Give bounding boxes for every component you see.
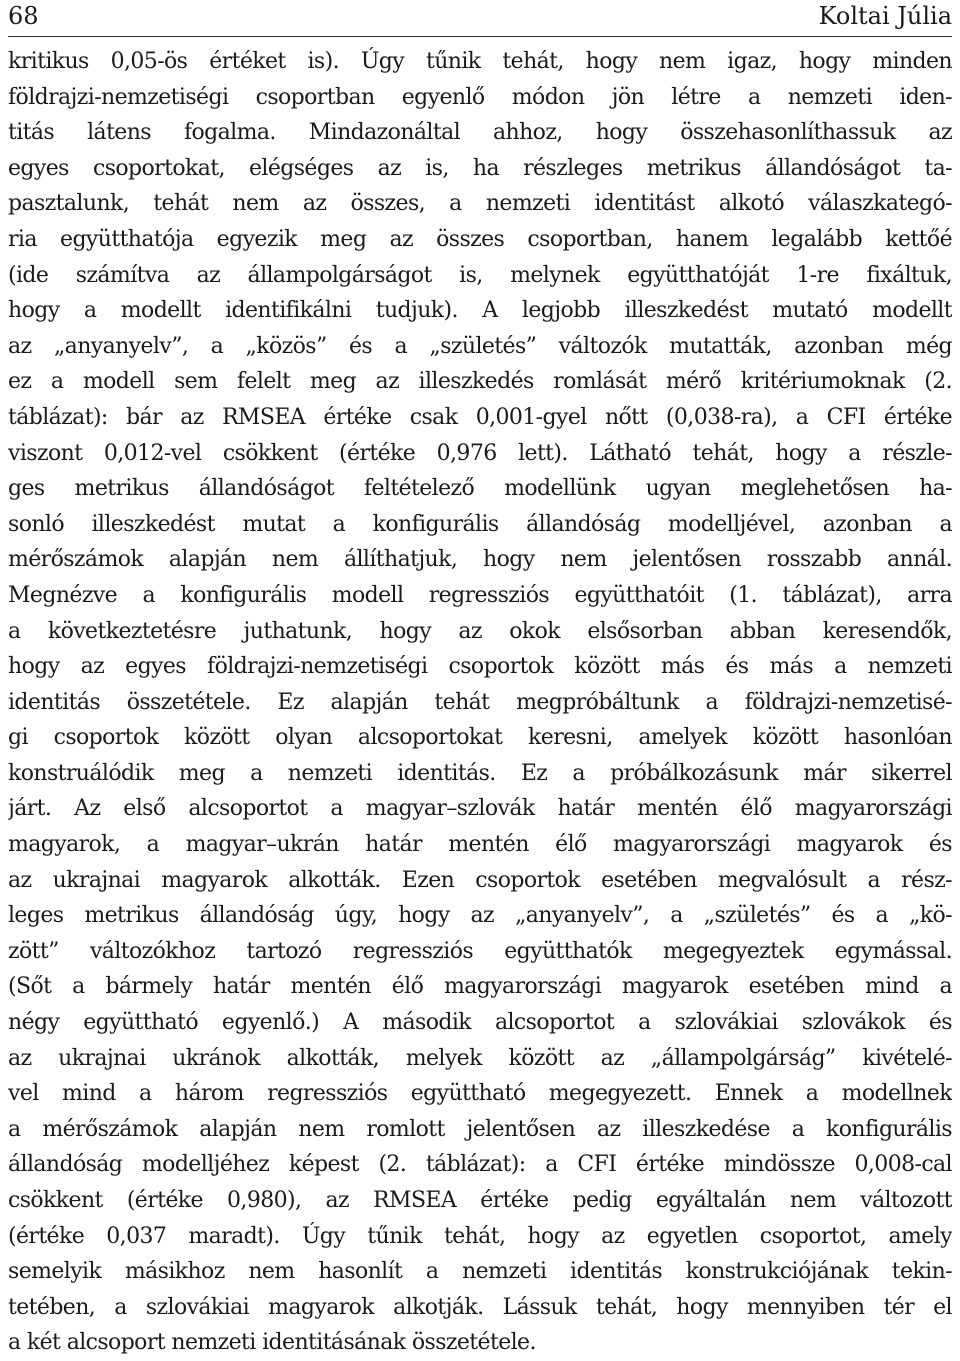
text-line: hogy a modellt identifikálni tudjuk). A legjobb illeszkedést mutató modellt [8,298,952,324]
text-line: az „anyanyelv”, a „közös” és a „születés” változók mutatták, azonban még [8,333,952,359]
text-line: Megnézve a konfigurális modell regressziós együtthatóit (1. táblázat), arra [8,582,952,608]
text-line: négy együttható egyenlő.) A második alcsoportot a szlovákiai szlovákok és [8,1010,952,1036]
text-line: földrajzi-nemzetiségi csoportban egyenlő módon jön létre a nemzeti iden- [8,84,952,110]
text-line: táblázat): bár az RMSEA értéke csak 0,001-gyel nőtt (0,038-ra), a CFI értéke [8,404,952,430]
text-line: ez a modell sem felelt meg az illeszkedés romlását mérő kritériumoknak (2. [8,369,952,395]
text-line: gi csoportok között olyan alcsoportokat keresni, amelyek között hasonlóan [8,725,952,751]
text-line: tetében, a szlovákiai magyarok alkotják. Lássuk tehát, hogy mennyiben tér el [8,1294,952,1320]
text-line: csökkent (értéke 0,980), az RMSEA értéke pedig egyáltalán nem változott [8,1188,952,1213]
text-line: semelyik másikhoz nem hasonlít a nemzeti identitás konstrukciójának tekin- [8,1259,952,1285]
text-line: hogy az egyes földrajzi-nemzetiségi csoportok között más és más a nemzeti [8,654,952,680]
text-line: a két alcsoport nemzeti identitásának összetétele. [8,1330,536,1356]
text-line: (Sőt a bármely határ mentén élő magyarországi magyarok esetében mind a [8,974,952,1000]
text-line: (ide számítva az állampolgárságot is, melynek együtthatóját 1-re fixáltuk, [8,262,952,288]
text-line: a mérőszámok alapján nem romlott jelentősen az illeszkedése a konfigurális [8,1116,952,1142]
text-line: ria együtthatója egyezik meg az összes csoportban, hanem legalább kettőé [8,226,952,252]
text-line: magyarok, a magyar–ukrán határ mentén élő magyarországi magyarok és [8,832,952,858]
text-line: járt. Az első alcsoportot a magyar–szlovák határ mentén élő magyarországi [8,796,952,822]
text-line: zött” változókhoz tartozó regressziós együtthatók megegyeztek egymással. [8,938,952,964]
page-number: 68 [8,2,39,30]
text-line: (értéke 0,037 maradt). Úgy tűnik tehát, hogy az egyetlen csoportot, amely [8,1223,952,1249]
text-line: identitás összetétele. Ez alapján tehát megpróbáltunk a földrajzi-nemzetisé- [8,689,952,715]
text-line: sonló illeszkedést mutat a konfigurális állandóság modelljével, azonban a [8,511,952,537]
text-line: vel mind a három regressziós együttható megegyezett. Ennek a modellnek [8,1081,952,1107]
text-line: leges metrikus állandóság úgy, hogy az „anyanyelv”, a „születés” és a „kö- [8,903,952,929]
text-line: az ukrajnai ukránok alkották, melyek között az „állampolgárság” kivételé- [8,1045,952,1071]
text-line: konstruálódik meg a nemzeti identitás. Ez a próbálkozásunk már sikerrel [8,760,952,786]
text-line: titás látens fogalma. Mindazonáltal ahhoz, hogy összehasonlíthassuk az [8,120,952,146]
text-line: egyes csoportokat, elégséges az is, ha részleges metrikus állandóságot ta- [8,155,952,181]
text-line: a következtetésre juthatunk, hogy az okok elsősorban abban keresendők, [8,618,952,644]
text-line: kritikus 0,05-ös értéket is). Úgy tűnik tehát, hogy nem igaz, hogy minden [8,49,952,74]
text-line: pasztalunk, tehát nem az összes, a nemzeti identitást alkotó válaszkategó- [8,191,952,217]
running-author: Koltai Júlia [818,2,952,30]
text-line: ges metrikus állandóságot feltételező modellünk ugyan meglehetősen ha- [8,476,952,502]
text-line: viszont 0,012-vel csökkent (értéke 0,976 lett). Látható tehát, hogy a részle- [8,440,952,466]
text-line: az ukrajnai magyarok alkották. Ezen csoportok esetében megvalósult a rész- [8,867,952,893]
running-header [8,2,952,38]
header-rule [8,36,952,37]
text-line: állandóság modelljéhez képest (2. táblázat): a CFI értéke mindössze 0,008-cal [8,1152,952,1178]
body-paragraph [8,44,952,1361]
page [8,0,952,1356]
text-line: mérőszámok alapján nem állíthatjuk, hogy nem jelentősen rosszabb annál. [8,547,952,573]
